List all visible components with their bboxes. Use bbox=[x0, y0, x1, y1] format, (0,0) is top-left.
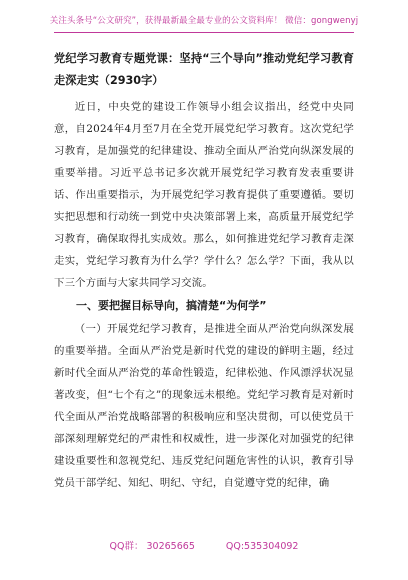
document-body bbox=[54, 48, 354, 494]
footer-contact bbox=[0, 538, 408, 552]
header-divider bbox=[54, 32, 354, 33]
section-paragraph: （一）开展党纪学习教育，是推进全面从严治党向纵深发展的重要举措。全面从严治党是新时代党的建设的鲜明主题，经过新时代全面从严治党的革命性锻造，纪律松弛、作风漂浮状况显著改变，但“七个有之”的现象远未根绝。党纪学习教育是对新时代全面从严治党战略部署的积极响应和坚决贯彻，可以使党员干部深刻理解党纪的严肃性和权威性，进一步深化对加强党的纪律建设重要性和忽视党纪、违反党纪问题危害性的认识，教育引导党员干部学纪、知纪、明纪、守纪，自觉遵守党的纪律，确 bbox=[54, 323, 354, 489]
header-banner: 关注头条号“公文研究”，获得最新最全最专业的公文资料库！ 微信：gongwenyj bbox=[49, 16, 359, 26]
footer-qq: QQ:535304092 bbox=[225, 541, 299, 552]
intro-paragraph: 近日，中央党的建设工作领导小组会议指出，经党中央同意，自2024年4月至7月在全党开展党纪学习教育。这次党纪学习教育，是加强党的纪律建设、推动全面从严治党向纵深发展的重要举措。习近平总书记多次就开展党纪学习教育发表重要讲话、作出重要指示，为开展党纪学习教育提供了重要遵循。要切实把思想和行动统一到党中央决策部署上来，高质量开展党纪学习教育，确保取得扎实成效。那么，如何推进党纪学习教育走深走实，党纪学习教育为什么学？学什么？怎么学？下面，我从以下三个方面与大家共同学习交流。 bbox=[54, 101, 354, 289]
document-title: 党纪学习教育专题党课：坚持“三个导向”推动党纪学习教育走深走实（2930字） bbox=[54, 52, 354, 87]
section-heading: 一、要把握目标导向，搞清楚“为何学” bbox=[76, 299, 267, 312]
footer-qq-group: QQ群： 30265665 bbox=[109, 541, 195, 552]
